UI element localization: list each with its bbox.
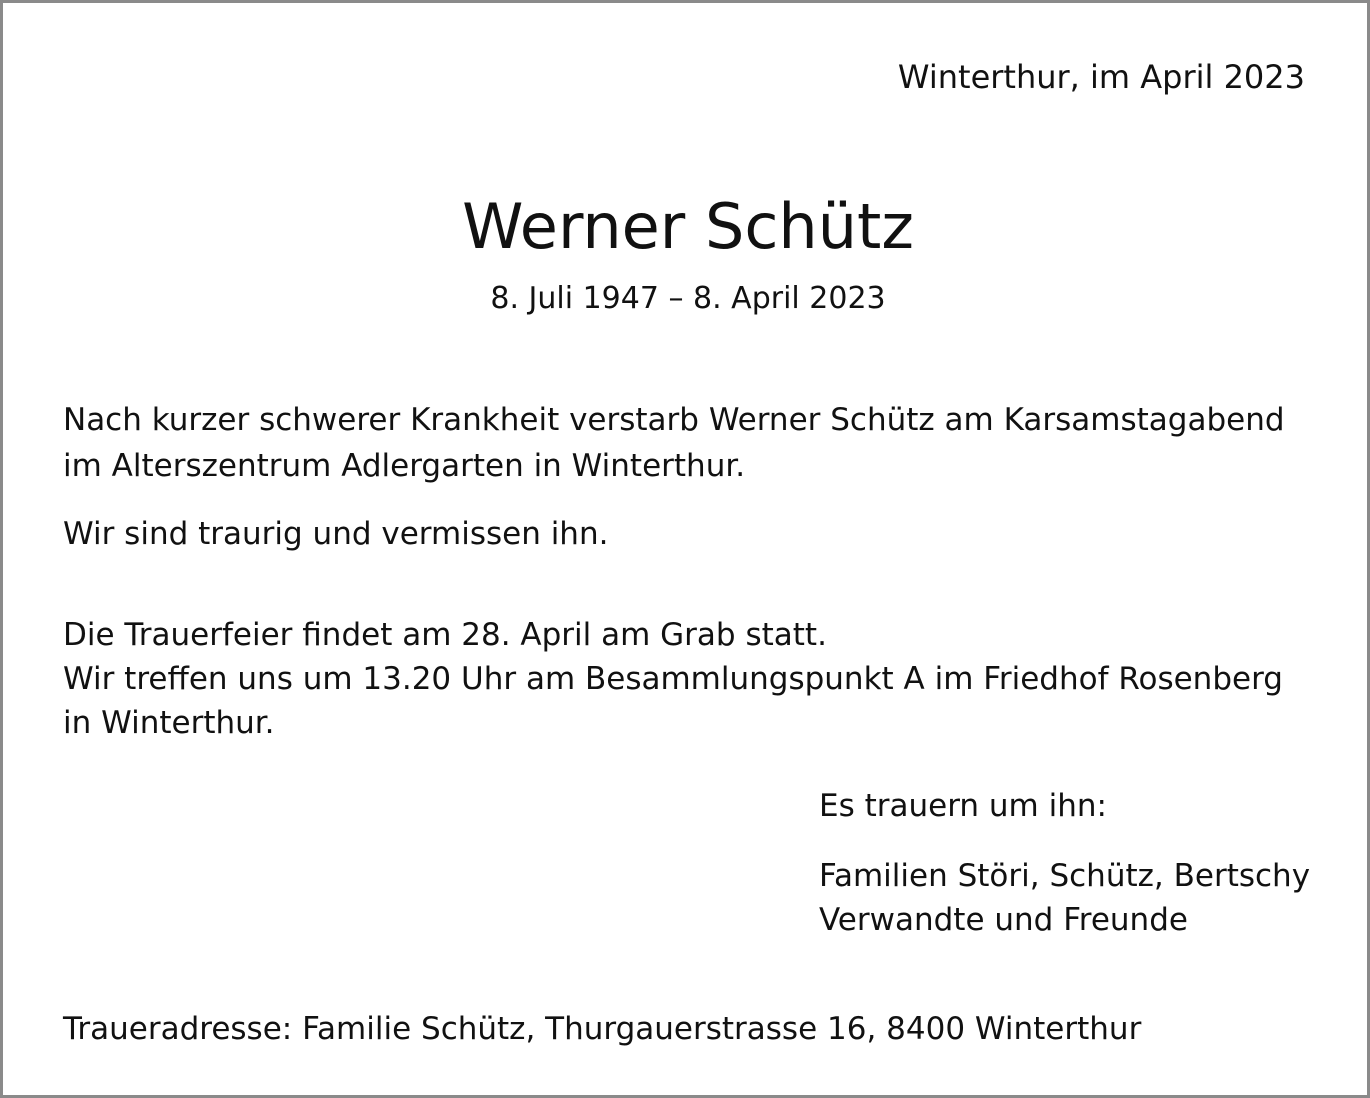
ceremony-line: in Winterthur.: [63, 705, 275, 741]
place-date: Winterthur, im April 2023: [897, 58, 1305, 96]
announcement-line: Nach kurzer schwerer Krankheit verstarb Werner Schütz am Karsamstagabend: [63, 402, 1285, 438]
deceased-name: Werner Schütz: [462, 190, 914, 263]
sentiment-line: Wir sind traurig und vermissen ihn.: [63, 516, 609, 552]
life-dates: 8. Juli 1947 – 8. April 2023: [490, 281, 886, 316]
ceremony-info: [63, 613, 1323, 745]
ceremony-line: Die Trauerfeier findet am 28. April am Grab statt.: [63, 617, 827, 653]
spacer: [819, 828, 1310, 854]
ceremony-line: Wir treffen uns um 13.20 Uhr am Besammlungspunkt A im Friedhof Rosenberg: [63, 661, 1283, 697]
sentiment-text: [63, 511, 1323, 557]
mourners-block: [819, 784, 1310, 942]
death-announcement: [63, 397, 1323, 489]
mourner-line: Familien Störi, Schütz, Bertschy: [819, 858, 1311, 894]
mourning-address: Traueradresse: Familie Schütz, Thurgauerstrasse 16, 8400 Winterthur: [63, 1011, 1142, 1047]
announcement-line: im Alterszentrum Adlergarten in Winterthur.: [63, 448, 746, 484]
mourner-line: Verwandte und Freunde: [819, 902, 1188, 938]
mourners-heading: Es trauern um ihn:: [819, 788, 1107, 824]
